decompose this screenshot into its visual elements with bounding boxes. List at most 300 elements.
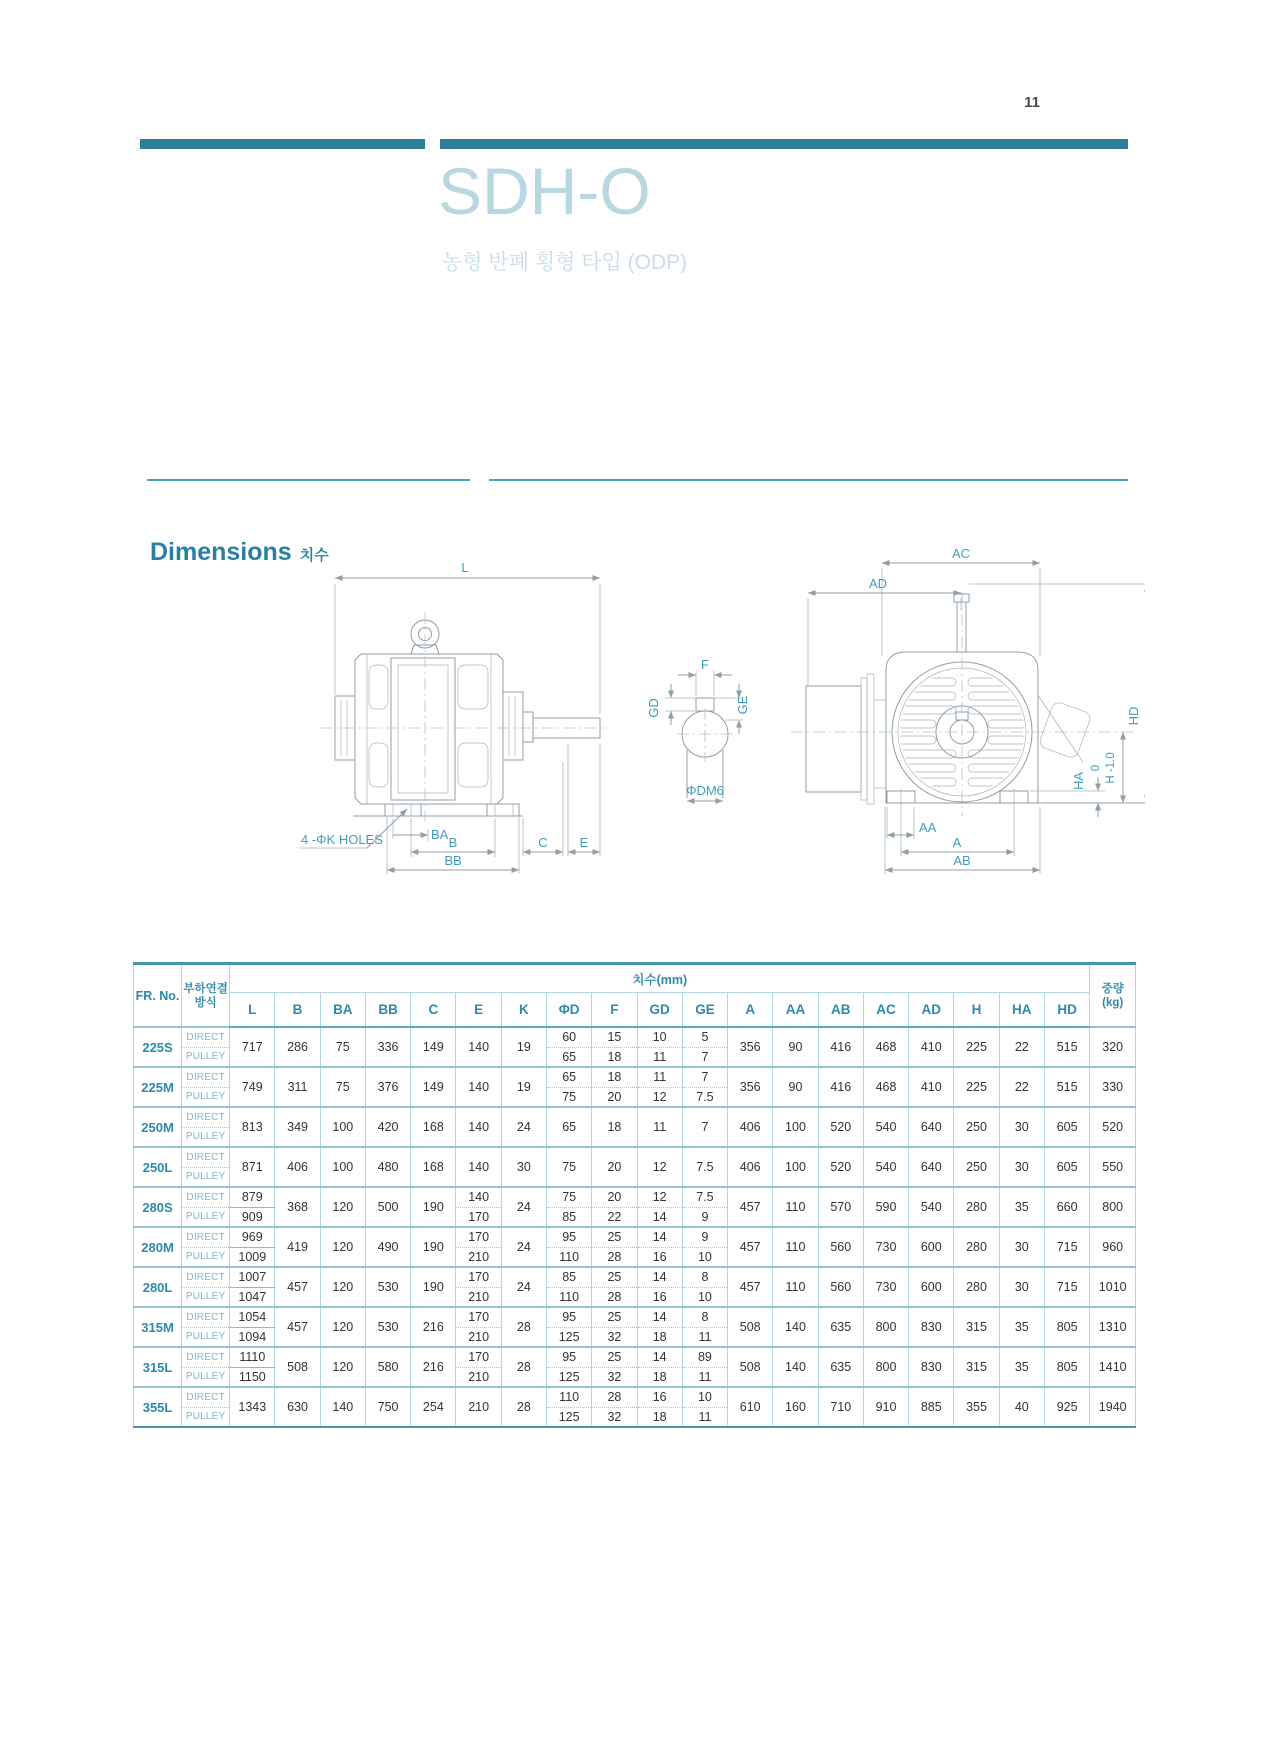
dim-cell: 355 (954, 1387, 999, 1427)
dim-cell: 149 (411, 1027, 456, 1067)
col-header-AA: AA (773, 993, 818, 1028)
mode-direct-cell: DIRECT (182, 1267, 230, 1287)
dim-cell: 12 (637, 1087, 682, 1107)
mode-direct-cell: DIRECT (182, 1187, 230, 1207)
dim-cell: 24 (501, 1107, 546, 1147)
col-header-BA: BA (320, 993, 365, 1028)
dim-cell: 356 (728, 1067, 773, 1107)
fr-no-cell: 225M (134, 1067, 182, 1107)
page-number: 11 (1024, 94, 1040, 111)
dim-cell: 18 (637, 1327, 682, 1347)
dim-cell: 9 (682, 1207, 727, 1227)
dim-cell: 457 (728, 1267, 773, 1307)
dim-cell: 28 (592, 1247, 637, 1267)
dim-cell: 280 (954, 1227, 999, 1267)
dim-cell: 24 (501, 1187, 546, 1227)
dim-cell: 286 (275, 1027, 320, 1067)
dim-cell: 25 (592, 1227, 637, 1247)
fr-no-cell: 250L (134, 1147, 182, 1187)
dim-cell: 85 (547, 1207, 592, 1227)
mode-pulley-cell: PULLEY (182, 1167, 230, 1187)
dim-cell: 20 (592, 1187, 637, 1207)
dim-cell: 805 (1044, 1307, 1089, 1347)
weight-cell: 520 (1090, 1107, 1136, 1147)
dim-cell: 750 (365, 1387, 410, 1427)
fr-no-cell: 225S (134, 1027, 182, 1067)
dim-cell: 805 (1044, 1347, 1089, 1387)
dim-cell: 210 (456, 1367, 501, 1387)
dim-cell: 22 (592, 1207, 637, 1227)
shaft-dia-label: ΦDM6 (686, 783, 724, 798)
dim-label-HA: HA (1071, 771, 1086, 791)
dim-cell: 508 (275, 1347, 320, 1387)
dim-cell: 280 (954, 1187, 999, 1227)
dim-label-AB: AB (953, 853, 971, 868)
weight-cell: 550 (1090, 1147, 1136, 1187)
dim-cell: 406 (728, 1147, 773, 1187)
col-header-C: C (411, 993, 456, 1028)
dim-cell: 28 (592, 1387, 637, 1407)
dim-cell: 10 (682, 1287, 727, 1307)
dim-cell: 170 (456, 1267, 501, 1287)
dim-cell: 14 (637, 1347, 682, 1367)
dim-cell: 600 (909, 1267, 954, 1307)
dim-cell: 813 (230, 1107, 275, 1147)
dim-cell: 149 (411, 1067, 456, 1107)
dim-cell: 1054 (230, 1307, 275, 1327)
weight-cell: 1010 (1090, 1267, 1136, 1307)
header-bar-right (440, 139, 1128, 149)
dim-cell: 11 (682, 1407, 727, 1427)
dim-cell: 190 (411, 1227, 456, 1267)
dim-cell: 590 (863, 1187, 908, 1227)
dim-cell: 490 (365, 1227, 410, 1267)
dim-cell: 909 (230, 1207, 275, 1227)
dim-cell: 14 (637, 1227, 682, 1247)
dimension-group-header: 치수(mm) (230, 964, 1090, 993)
dim-cell: 110 (773, 1187, 818, 1227)
dim-cell: 11 (682, 1367, 727, 1387)
dim-cell: 30 (999, 1107, 1044, 1147)
dim-cell: 160 (773, 1387, 818, 1427)
dim-label-A: A (952, 835, 962, 850)
dim-cell: 22 (999, 1027, 1044, 1067)
dim-cell: 32 (592, 1327, 637, 1347)
dim-cell: 15 (592, 1027, 637, 1047)
dim-cell: 315 (954, 1307, 999, 1347)
dim-cell: 11 (637, 1107, 682, 1147)
dim-cell: 170 (456, 1347, 501, 1367)
mode-header-line1: 부하연결 (183, 982, 228, 995)
dim-cell: 16 (637, 1287, 682, 1307)
dim-cell: 120 (320, 1267, 365, 1307)
dim-cell: 30 (501, 1147, 546, 1187)
mode-direct-cell: DIRECT (182, 1107, 230, 1127)
dim-cell: 530 (365, 1267, 410, 1307)
dim-cell: 8 (682, 1267, 727, 1287)
dim-cell: 140 (456, 1147, 501, 1187)
dim-cell: 25 (592, 1307, 637, 1327)
dim-cell: 110 (773, 1227, 818, 1267)
table-header (134, 964, 1136, 1028)
mode-pulley-cell: PULLEY (182, 1407, 230, 1427)
dim-cell: 140 (773, 1307, 818, 1347)
dim-cell: 969 (230, 1227, 275, 1247)
dim-cell: 5 (682, 1027, 727, 1047)
dim-cell: 9 (682, 1227, 727, 1247)
dim-cell: 508 (728, 1307, 773, 1347)
dim-cell: 140 (456, 1107, 501, 1147)
dim-cell: 715 (1044, 1267, 1089, 1307)
dim-cell: 879 (230, 1187, 275, 1207)
dim-cell: 60 (547, 1027, 592, 1047)
dim-cell: 100 (773, 1107, 818, 1147)
table-row-280L-direct (134, 1267, 1136, 1287)
dim-cell: 20 (592, 1087, 637, 1107)
col-header-H: H (954, 993, 999, 1028)
dim-cell: 140 (456, 1067, 501, 1107)
dim-cell: 30 (999, 1267, 1044, 1307)
dim-cell: 20 (592, 1147, 637, 1187)
dim-cell: 24 (501, 1267, 546, 1307)
col-header-GE: GE (682, 993, 727, 1028)
tolerance-zero-label: 0 (1090, 764, 1102, 772)
dim-cell: 168 (411, 1147, 456, 1187)
mode-header (182, 964, 230, 1028)
dim-cell: 216 (411, 1347, 456, 1387)
dim-cell: 7 (682, 1107, 727, 1147)
dimension-drawings (135, 548, 1145, 888)
dim-cell: 11 (682, 1327, 727, 1347)
dim-cell: 110 (547, 1247, 592, 1267)
dim-cell: 1009 (230, 1247, 275, 1267)
dim-cell: 25 (592, 1267, 637, 1287)
dim-cell: 560 (818, 1227, 863, 1267)
dim-cell: 457 (275, 1307, 320, 1347)
dim-cell: 605 (1044, 1147, 1089, 1187)
dim-cell: 635 (818, 1307, 863, 1347)
dim-label-HD: HD (1126, 706, 1141, 726)
col-header-AB: AB (818, 993, 863, 1028)
dim-cell: 410 (909, 1027, 954, 1067)
weight-cell: 1310 (1090, 1307, 1136, 1347)
dim-cell: 420 (365, 1107, 410, 1147)
dim-cell: 95 (547, 1227, 592, 1247)
dim-cell: 605 (1044, 1107, 1089, 1147)
dim-cell: 125 (547, 1407, 592, 1427)
dim-cell: 75 (547, 1087, 592, 1107)
dim-cell: 170 (456, 1227, 501, 1247)
dim-cell: 540 (863, 1147, 908, 1187)
dim-cell: 210 (456, 1327, 501, 1347)
dim-cell: 210 (456, 1247, 501, 1267)
table-row-250M-direct (134, 1107, 1136, 1127)
fr-no-cell: 315L (134, 1347, 182, 1387)
dim-cell: 500 (365, 1187, 410, 1227)
dim-cell: 540 (863, 1107, 908, 1147)
mode-direct-cell: DIRECT (182, 1387, 230, 1407)
col-header-L: L (230, 993, 275, 1028)
table-row-225S-direct (134, 1027, 1136, 1047)
dim-cell: 28 (501, 1387, 546, 1427)
dim-cell: 18 (637, 1407, 682, 1427)
mode-direct-cell: DIRECT (182, 1307, 230, 1327)
page-subtitle: 농형 반폐 횡형 타입 (ODP) (442, 251, 688, 274)
dim-cell: 1150 (230, 1367, 275, 1387)
dim-cell: 800 (863, 1347, 908, 1387)
dim-cell: 90 (773, 1067, 818, 1107)
dim-cell: 715 (1044, 1227, 1089, 1267)
col-header-K: K (501, 993, 546, 1028)
dim-cell: 225 (954, 1067, 999, 1107)
dim-cell: 468 (863, 1067, 908, 1107)
mode-pulley-cell: PULLEY (182, 1087, 230, 1107)
dim-cell: 610 (728, 1387, 773, 1427)
dim-cell: 90 (773, 1027, 818, 1067)
dim-cell: 730 (863, 1227, 908, 1267)
dim-label-F: F (701, 657, 709, 672)
dim-cell: 250 (954, 1147, 999, 1187)
weight-cell: 1940 (1090, 1387, 1136, 1427)
dim-cell: 520 (818, 1147, 863, 1187)
dim-cell: 24 (501, 1227, 546, 1267)
col-header-GD: GD (637, 993, 682, 1028)
dim-cell: 349 (275, 1107, 320, 1147)
table-row-280M-direct (134, 1227, 1136, 1247)
section-title-ko: 치수 (299, 547, 329, 564)
dim-cell: 1343 (230, 1387, 275, 1427)
dim-cell: 11 (637, 1047, 682, 1067)
dim-cell: 7.5 (682, 1147, 727, 1187)
table-row-250L-direct (134, 1147, 1136, 1167)
dim-cell: 910 (863, 1387, 908, 1427)
dim-cell: 540 (909, 1187, 954, 1227)
dim-cell: 250 (954, 1107, 999, 1147)
dim-cell: 210 (456, 1287, 501, 1307)
mode-header-line2: 방식 (194, 996, 217, 1009)
dim-cell: 315 (954, 1347, 999, 1387)
shaft-detail-drawing (646, 657, 750, 801)
dim-cell: 28 (501, 1347, 546, 1387)
dim-cell: 89 (682, 1347, 727, 1367)
dim-cell: 925 (1044, 1387, 1089, 1427)
mode-direct-cell: DIRECT (182, 1027, 230, 1047)
dim-cell: 28 (592, 1287, 637, 1307)
col-header-AC: AC (863, 993, 908, 1028)
mode-pulley-cell: PULLEY (182, 1327, 230, 1347)
dim-cell: 12 (637, 1187, 682, 1207)
dim-cell: 1094 (230, 1327, 275, 1347)
dim-cell: 14 (637, 1307, 682, 1327)
mode-direct-cell: DIRECT (182, 1227, 230, 1247)
dim-cell: 110 (547, 1287, 592, 1307)
mode-pulley-cell: PULLEY (182, 1247, 230, 1267)
fr-no-cell: 280S (134, 1187, 182, 1227)
fr-no-cell: 280M (134, 1227, 182, 1267)
dim-cell: 75 (547, 1147, 592, 1187)
dim-cell: 85 (547, 1267, 592, 1287)
dim-cell: 95 (547, 1307, 592, 1327)
dim-cell: 416 (818, 1027, 863, 1067)
dim-label-B: B (448, 835, 458, 850)
mode-direct-cell: DIRECT (182, 1347, 230, 1367)
dim-cell: 125 (547, 1367, 592, 1387)
dim-cell: 570 (818, 1187, 863, 1227)
dim-label-C: C (538, 835, 548, 850)
dim-cell: 18 (592, 1107, 637, 1147)
col-header-HD: HD (1044, 993, 1089, 1028)
dim-cell: 25 (592, 1347, 637, 1367)
dim-cell: 35 (999, 1187, 1044, 1227)
fr-no-cell: 315M (134, 1307, 182, 1347)
dim-cell: 7 (682, 1047, 727, 1067)
fr-no-header: FR. No. (134, 964, 182, 1028)
dimensions-table (133, 962, 1136, 1428)
side-view-drawing (299, 560, 609, 874)
dim-label-BA: BA (431, 827, 449, 842)
fr-no-cell: 250M (134, 1107, 182, 1147)
weight-header-line2: (kg) (1102, 996, 1124, 1009)
dim-cell: 40 (999, 1387, 1044, 1427)
dim-cell: 871 (230, 1147, 275, 1187)
dim-cell: 75 (547, 1187, 592, 1207)
mode-pulley-cell: PULLEY (182, 1367, 230, 1387)
dim-cell: 530 (365, 1307, 410, 1347)
col-header-AD: AD (909, 993, 954, 1028)
dim-cell: 168 (411, 1107, 456, 1147)
mode-pulley-cell: PULLEY (182, 1127, 230, 1147)
table-row-315M-direct (134, 1307, 1136, 1327)
col-header-HA: HA (999, 993, 1044, 1028)
dim-cell: 406 (728, 1107, 773, 1147)
dim-cell: 170 (456, 1207, 501, 1227)
dim-cell: 110 (547, 1387, 592, 1407)
dim-cell: 630 (275, 1387, 320, 1427)
col-header-E: E (456, 993, 501, 1028)
table-row-225M-direct (134, 1067, 1136, 1087)
dim-cell: 110 (773, 1267, 818, 1307)
dim-cell: 560 (818, 1267, 863, 1307)
dim-cell: 376 (365, 1067, 410, 1107)
dim-cell: 368 (275, 1187, 320, 1227)
dim-cell: 830 (909, 1307, 954, 1347)
dim-cell: 32 (592, 1407, 637, 1427)
dim-cell: 730 (863, 1267, 908, 1307)
dim-cell: 8 (682, 1307, 727, 1327)
dim-label-AA: AA (919, 820, 937, 835)
dim-label-AD: AD (868, 576, 888, 591)
weight-cell: 1410 (1090, 1347, 1136, 1387)
dim-cell: 18 (592, 1067, 637, 1087)
dim-cell: 457 (728, 1187, 773, 1227)
dim-cell: 120 (320, 1187, 365, 1227)
tolerance-h-label: H -1.0 (1105, 752, 1117, 784)
dim-cell: 356 (728, 1027, 773, 1067)
dim-cell: 225 (954, 1027, 999, 1067)
dim-cell: 336 (365, 1027, 410, 1067)
section-title-en: Dimensions (150, 538, 292, 566)
dim-cell: 468 (863, 1027, 908, 1067)
dim-cell: 18 (637, 1367, 682, 1387)
dim-cell: 311 (275, 1067, 320, 1107)
dim-cell: 520 (818, 1107, 863, 1147)
dim-cell: 210 (456, 1387, 501, 1427)
fr-no-cell: 280L (134, 1267, 182, 1307)
divider-line-right (489, 479, 1128, 481)
dim-cell: 140 (456, 1027, 501, 1067)
dim-cell: 457 (275, 1267, 320, 1307)
dim-cell: 75 (320, 1027, 365, 1067)
dim-cell: 65 (547, 1107, 592, 1147)
mode-pulley-cell: PULLEY (182, 1047, 230, 1067)
dim-cell: 14 (637, 1267, 682, 1287)
dim-cell: 14 (637, 1207, 682, 1227)
dim-cell: 140 (320, 1387, 365, 1427)
dim-cell: 30 (999, 1227, 1044, 1267)
dim-cell: 35 (999, 1347, 1044, 1387)
dim-cell: 140 (456, 1187, 501, 1207)
col-header-A: A (728, 993, 773, 1028)
weight-cell: 960 (1090, 1227, 1136, 1267)
dim-cell: 65 (547, 1047, 592, 1067)
dim-cell: 1007 (230, 1267, 275, 1287)
weight-cell: 320 (1090, 1027, 1136, 1067)
dim-label-GD: GD (646, 698, 661, 718)
dim-cell: 22 (999, 1067, 1044, 1107)
dim-cell: 410 (909, 1067, 954, 1107)
dim-cell: 100 (320, 1107, 365, 1147)
table-row-315L-direct (134, 1347, 1136, 1367)
table-row-355L-direct (134, 1387, 1136, 1407)
dim-cell: 10 (682, 1387, 727, 1407)
dim-cell: 11 (637, 1067, 682, 1087)
end-view-drawing (791, 548, 1145, 874)
dim-cell: 10 (682, 1247, 727, 1267)
table-body (134, 1027, 1136, 1427)
dim-cell: 75 (320, 1067, 365, 1107)
dim-cell: 140 (773, 1347, 818, 1387)
dim-cell: 28 (501, 1307, 546, 1347)
dim-cell: 120 (320, 1307, 365, 1347)
holes-label: 4 -ΦK HOLES (301, 832, 383, 847)
dim-cell: 254 (411, 1387, 456, 1427)
dim-cell: 32 (592, 1367, 637, 1387)
dim-cell: 600 (909, 1227, 954, 1267)
dim-cell: 100 (773, 1147, 818, 1187)
dim-cell: 100 (320, 1147, 365, 1187)
divider-line-left (147, 479, 470, 481)
dim-cell: 1047 (230, 1287, 275, 1307)
dim-cell: 640 (909, 1147, 954, 1187)
dim-cell: 190 (411, 1187, 456, 1227)
dim-cell: 280 (954, 1267, 999, 1307)
weight-header-line1: 중량 (1101, 982, 1124, 995)
mode-pulley-cell: PULLEY (182, 1287, 230, 1307)
dim-label-BB: BB (444, 853, 462, 868)
dim-cell: 95 (547, 1347, 592, 1367)
dim-cell: 830 (909, 1347, 954, 1387)
dim-label-GE: GE (735, 695, 750, 715)
dim-cell: 170 (456, 1307, 501, 1327)
dim-cell: 16 (637, 1247, 682, 1267)
table-row-280S-direct (134, 1187, 1136, 1207)
mode-direct-cell: DIRECT (182, 1067, 230, 1087)
header-bar-left (140, 139, 425, 149)
dim-cell: 30 (999, 1147, 1044, 1187)
dim-cell: 125 (547, 1327, 592, 1347)
dim-cell: 640 (909, 1107, 954, 1147)
dim-cell: 16 (637, 1387, 682, 1407)
